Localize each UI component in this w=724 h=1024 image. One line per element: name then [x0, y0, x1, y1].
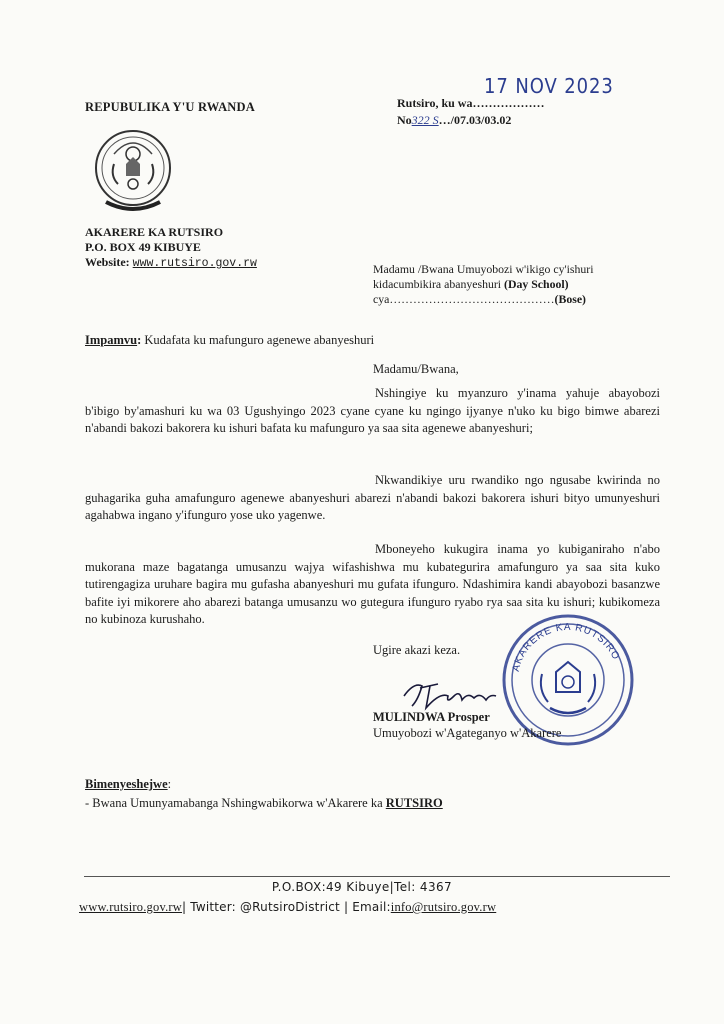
closing-line: Ugire akazi keza.	[373, 643, 461, 657]
cc-recipient: - Bwana Umunyamabanga Nshingwabikorwa w'Akarere ka RUTSIRO	[85, 796, 443, 810]
district-name: AKARERE KA RUTSIRO	[85, 225, 224, 239]
signer-block	[373, 709, 561, 741]
cc-heading: Bimenyeshejwe:	[85, 777, 172, 791]
subject-line: Impamvu: Kudafata ku mafunguro agenewe abanyeshuri	[85, 333, 375, 347]
footer-links	[79, 900, 496, 915]
footer-email-link[interactable]: info@rutsiro.gov.rw	[390, 900, 497, 914]
reference-block	[397, 95, 544, 129]
signer-name: MULINDWA Prosper	[373, 710, 490, 724]
footer-contact: P.O.BOX:49 Kibuye|Tel: 4367	[271, 880, 453, 894]
footer-middle-text: | Twitter: @RutsiroDistrict | Email:	[182, 900, 391, 914]
website-label: Website	[85, 255, 126, 269]
place-date-line: Rutsiro, ku wa………………	[397, 96, 545, 110]
subject-label: Impamvu	[85, 333, 138, 347]
footer-website-link[interactable]: www.rutsiro.gov.rw	[79, 900, 183, 914]
po-box: P.O. BOX 49 KIBUYE	[85, 240, 201, 254]
addressee-line-1: Madamu /Bwana Umuyobozi w'ikigo cy'ishuri	[373, 262, 594, 276]
seal-text: AKARERE KA RUTSIRO	[510, 621, 622, 673]
website-link[interactable]: www.rutsiro.gov.rw	[132, 257, 257, 270]
subject-text: Kudafata ku mafunguro agenewe abanyeshuri	[141, 333, 375, 347]
district-block	[85, 225, 257, 271]
handwritten-ref: 322 S	[411, 113, 439, 127]
signature-icon	[400, 674, 500, 714]
addressee-line-2: kidacumbikira abanyeshuri (Day School)	[373, 277, 569, 291]
reference-number: No322 S…/07.03/03.02	[397, 113, 512, 127]
body-paragraph-1: Nshingiye ku myanzuro y'inama yahuje abayobozi b'ibigo by'amashuri ku wa 03 Ugushyingo 2023 cyane cyane ku ngingo ijyanye n'uko ku bigo bimwe abarezi n'abandi bakozi bakorera ku ishuri bafata ku mafunguro ya saa sita agenewe abanyeshuri;	[85, 386, 660, 435]
signer-title: Umuyobozi w'Agateganyo w'Akarere	[373, 726, 562, 740]
footer-divider	[84, 876, 670, 877]
body-paragraph-2: Nkwandikiye uru rwandiko ngo ngusabe kwirinda no guhagarika guha amafunguro agenewe abanyeshuri abarezi n'abandi bakozi bakorera ishuri bityo umunyeshuri agahabwa ingano y'ifunguro yose uko yagenwe.	[85, 473, 660, 522]
website-line: Website: www.rutsiro.gov.rw	[85, 255, 257, 270]
addressee-block	[373, 262, 663, 307]
country-name: REPUBULIKA Y'U RWANDA	[85, 100, 255, 114]
greeting: Madamu/Bwana,	[373, 362, 459, 376]
body-paragraph-3: Mboneyeho kukugira inama yo kubiganiraho n'abo mukorana maze bagatanga umusanzu wajya wifashishwa mu kubategurira amafunguro ya saa sita kuko tutirengagiza uruhare bagira mu gufasha abanyeshuri mu gufata ifunguro. Ndashimira kandi abayobozi basanzwe bafite iyi mikorere aho abarezi batanga umusanzu wo gutegura ifunguro ryabo rya saa sita ku ishuri; kubikomeza no kubinoza kurushaho.	[85, 542, 660, 626]
addressee-line-3: cya……………………………………(Bose)	[373, 292, 586, 306]
cc-block	[85, 775, 443, 813]
rwanda-coat-of-arms-icon	[92, 124, 174, 220]
letterhead	[85, 100, 325, 115]
date-stamp: 17 NOV 2023	[484, 74, 614, 98]
